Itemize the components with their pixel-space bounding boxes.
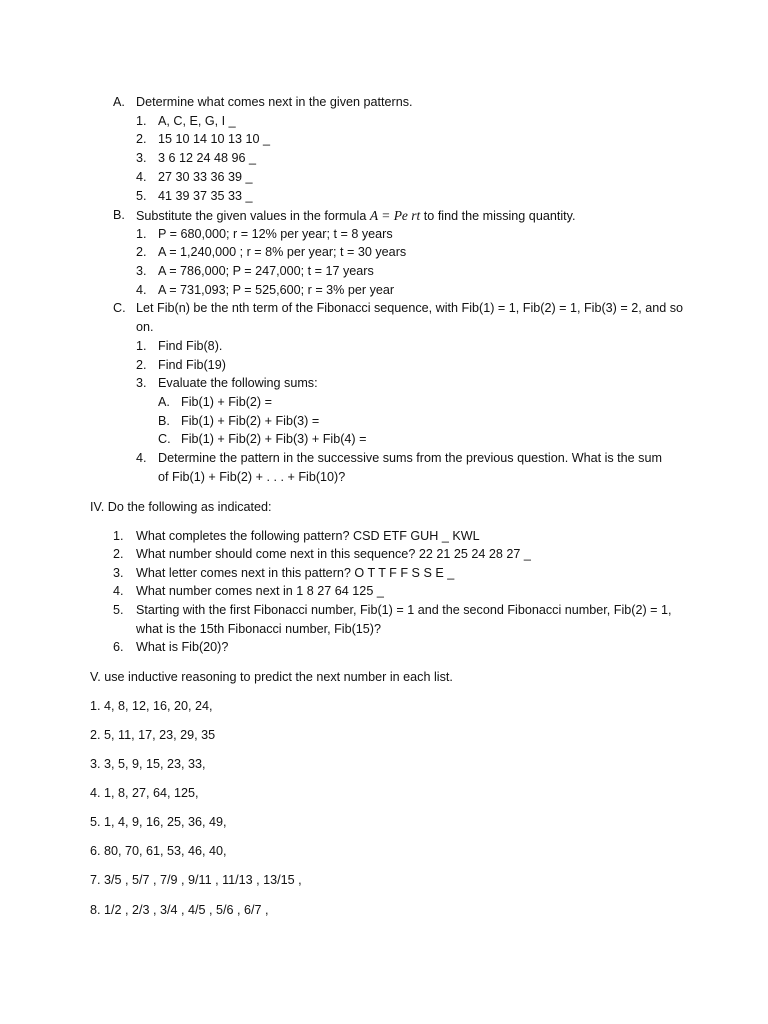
section-b-item: A = 1,240,000 ; r = 8% per year; t = 30 years [158,245,407,259]
section-c-item4-line1: Determine the pattern in the successive sums from the previous question. What is the sum [158,451,662,465]
section-c-item-number: 1. [136,339,147,353]
section-iv-item-number: 2. [113,547,124,561]
section-iv-item-number: 4. [113,584,124,598]
section-c-heading-line1: Let Fib(n) be the nth term of the Fibonacci sequence, with Fib(1) = 1, Fib(2) = 1, Fib(3) = 2, and so [136,301,684,315]
section-v-item: 4. 1, 8, 27, 64, 125, [90,786,199,800]
section-v-item: 6. 80, 70, 61, 53, 46, 40, [90,844,227,858]
section-a-item-number: 3. [136,151,147,165]
section-b-heading-post: to find the missing quantity. [420,209,576,223]
section-b-item-number: 3. [136,264,147,278]
section-iv-item: What number comes next in 1 8 27 64 125 _ [136,584,384,598]
section-a-item: 41 39 37 35 33 _ [158,189,253,203]
section-b-heading-pre: Substitute the given values in the formula [136,209,370,223]
section-c-subitem-marker: B. [158,414,170,428]
section-b-item-number: 1. [136,227,147,241]
section-c-item4-line2: of Fib(1) + Fib(2) + . . . + Fib(10)? [158,470,346,484]
section-iv-item: What number should come next in this sequence? 22 21 25 24 28 27 _ [136,547,531,561]
section-c-heading-line2: on. [136,320,154,334]
section-c-subitem: Fib(1) + Fib(2) + Fib(3) + Fib(4) = [181,432,367,446]
section-c-item-number: 2. [136,358,147,372]
section-b-marker: B. [113,208,125,222]
section-c-item-number: 4. [136,451,147,465]
section-c-item: Find Fib(19) [158,358,226,372]
section-a-item: 15 10 14 10 13 10 _ [158,132,271,146]
section-iv-heading: IV. Do the following as indicated: [90,500,272,514]
section-c-subitem-marker: A. [158,395,170,409]
section-b-heading [136,208,575,224]
section-iv-item-number: 1. [113,529,124,543]
section-b-item: P = 680,000; r = 12% per year; t = 8 years [158,227,393,241]
section-b-item: A = 731,093; P = 525,600; r = 3% per year [158,283,395,297]
section-a-item-number: 1. [136,114,147,128]
section-v-item: 5. 1, 4, 9, 16, 25, 36, 49, [90,815,227,829]
section-v-item: 3. 3, 5, 9, 15, 23, 33, [90,757,206,771]
section-a-item-number: 4. [136,170,147,184]
section-c-item: Find Fib(8). [158,339,223,353]
section-b-item-number: 4. [136,283,147,297]
section-iv-item-number: 5. [113,603,124,617]
section-v-heading: V. use inductive reasoning to predict the next number in each list. [90,670,453,684]
section-c-item-number: 3. [136,376,147,390]
section-a-item-number: 2. [136,132,147,146]
section-iv-item: Starting with the first Fibonacci number, Fib(1) = 1 and the second Fibonacci number, Fib(2) = 1, [136,603,672,617]
section-c-subitem: Fib(1) + Fib(2) + Fib(3) = [181,414,320,428]
formula: A = Pe rt [369,208,421,223]
section-iv-item-number: 3. [113,566,124,580]
section-a-heading: Determine what comes next in the given patterns. [136,95,413,109]
section-v-item: 1. 4, 8, 12, 16, 20, 24, [90,699,213,713]
section-iv-item: What completes the following pattern? CSD ETF GUH _ KWL [136,529,480,543]
section-a-item: 3 6 12 24 48 96 _ [158,151,257,165]
section-iv-item-continuation: what is the 15th Fibonacci number, Fib(15)? [136,622,382,636]
section-c-subitem-marker: C. [158,432,171,446]
section-v-item: 7. 3/5 , 5/7 , 7/9 , 9/11 , 11/13 , 13/15 , [90,873,302,887]
section-b-item: A = 786,000; P = 247,000; t = 17 years [158,264,374,278]
section-iv-item: What is Fib(20)? [136,640,229,654]
section-iv-item-number: 6. [113,640,124,654]
section-c-item: Evaluate the following sums: [158,376,318,390]
section-a-item: 27 30 33 36 39 _ [158,170,253,184]
section-c-subitem: Fib(1) + Fib(2) = [181,395,272,409]
section-a-marker: A. [113,95,125,109]
section-a-item-number: 5. [136,189,147,203]
section-b-item-number: 2. [136,245,147,259]
section-iv-item: What letter comes next in this pattern? O T T F F S S E _ [136,566,455,580]
section-v-item: 2. 5, 11, 17, 23, 29, 35 [90,728,216,742]
section-v-item: 8. 1/2 , 2/3 , 3/4 , 4/5 , 5/6 , 6/7 , [90,903,269,917]
section-c-marker: C. [113,301,126,315]
section-a-item: A, C, E, G, I _ [158,114,236,128]
